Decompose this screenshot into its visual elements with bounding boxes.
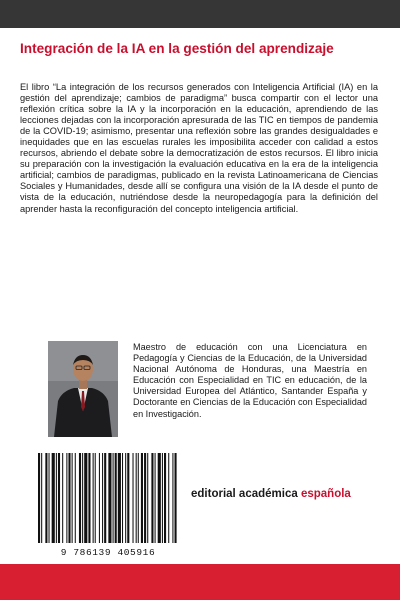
book-title: Integración de la IA en la gestión del aprendizaje xyxy=(20,41,334,56)
publisher-name-main: editorial académica xyxy=(191,488,301,500)
bottom-band xyxy=(0,564,400,600)
publisher-name-accent: española xyxy=(300,488,351,500)
book-description: El libro “La integración de los recursos generados con Inteligencia Artificial (IA) en la gestión del aprendizaje; cambios de paradigma” busca compartir con el lector una reflexión crítica sobre la IA y la incorporación en la educación, aprendiendo de las lecciones dejadas con la incorporación apresurada de las TIC en tiempos de pandemia de la COVID-19; asimismo, presentar una reflexión sobre las grandes desigualdades e inequidades que en las escuelas rurales les imposibilita acceder con calidad a estos recursos, abriendo el debate sobre la democratización de estos recursos. El libro inicia su preparación con la investigación la evaluación educativa en la era de la inteligencia artificial; cambios de paradigmas, publicado en la revista Latinoamericana de Ciencias Sociales y Humanidades, desde allí se configura una visión de la IA desde el punto de vista de la educación, nutriéndose desde la neuropedagogía para la definición del aprender hasta la reconfiguración del concepto inteligencia artificial. xyxy=(20,82,378,214)
author-photo xyxy=(48,341,118,437)
top-band xyxy=(0,0,400,28)
isbn-barcode xyxy=(30,451,185,561)
isbn-digits: 9 786139 405916 xyxy=(60,547,156,558)
author-bio: Maestro de educación con una Licenciatura en Pedagogía y Ciencias de la Educación, de la Universidad Nacional Autónoma de Honduras, una Maestría en Educación con Especialidad en TIC en educación, de la Universidad Europea del Atlántico, Santander España y Doctorante en Ciencias de la Educación con Especialidad en Investigación. xyxy=(133,342,367,419)
publisher-name xyxy=(191,487,391,501)
